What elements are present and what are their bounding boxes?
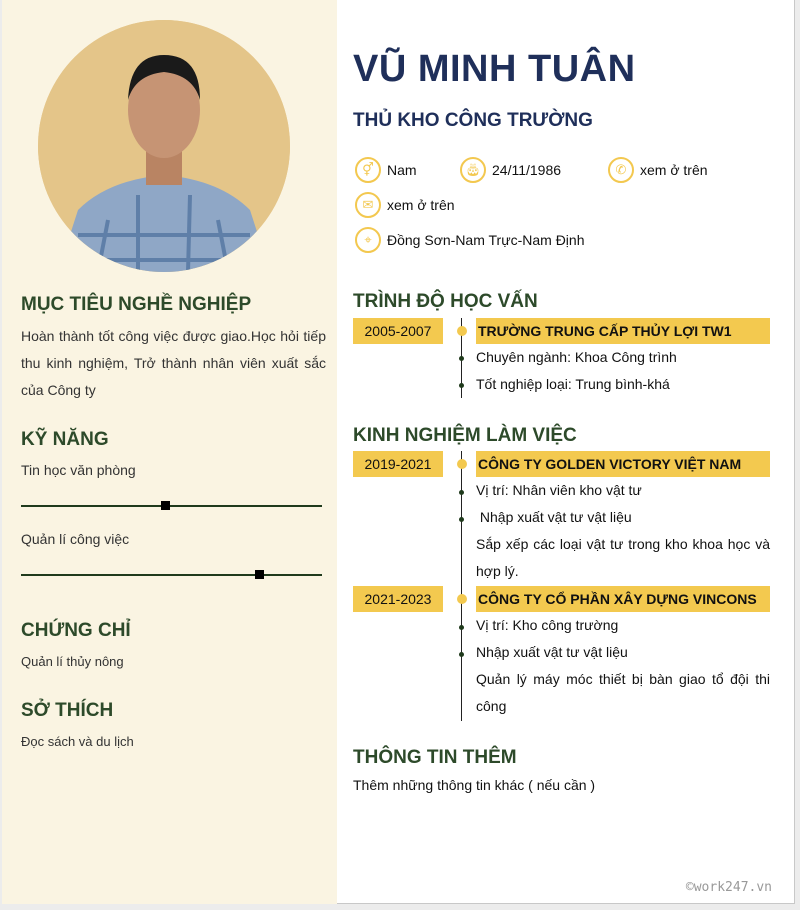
bullet-dot [459, 625, 464, 630]
bullet-dot [459, 490, 464, 495]
experience-detail: Sắp xếp các loại vật tư trong kho khoa học và hợp lý. [476, 536, 770, 579]
skill-name: Quản lí công việc [21, 531, 130, 547]
experience-company: CÔNG TY GOLDEN VICTORY VIỆT NAM [476, 451, 770, 477]
contact-phone [608, 157, 708, 183]
candidate-name: VŨ MINH TUÂN [353, 48, 636, 90]
bullet-dot [459, 356, 464, 361]
education-detail: Chuyên ngành: Khoa Công trình [476, 349, 677, 365]
education-heading: TRÌNH ĐỘ HỌC VẤN [353, 291, 538, 312]
experience-company: CÔNG TY CỔ PHẦN XÂY DỰNG VINCONS [476, 586, 770, 612]
contact-address [355, 227, 585, 253]
hobbies-heading: SỞ THÍCH [21, 700, 114, 721]
skill-level-marker [161, 501, 170, 510]
timeline-dot [457, 594, 467, 604]
education-years: 2005-2007 [353, 318, 443, 344]
watermark: ©work247.vn [685, 880, 772, 895]
contact-value: xem ở trên [387, 197, 455, 213]
extra-info-heading: THÔNG TIN THÊM [353, 747, 517, 768]
education-detail: Tốt nghiệp loại: Trung bình-khá [476, 376, 670, 392]
bullet-dot [459, 517, 464, 522]
experience-detail: Vị trí: Kho công trường [476, 617, 619, 633]
certificates-heading: CHỨNG CHỈ [21, 620, 131, 641]
contact-gender [355, 157, 417, 183]
phone-icon: ✆ [608, 157, 634, 183]
gender-icon: ⚥ [355, 157, 381, 183]
map-location-icon: ⌖ [355, 227, 381, 253]
skills-heading: KỸ NĂNG [21, 429, 109, 450]
cv-page [2, 0, 795, 904]
contact-value: Nam [387, 162, 417, 178]
skill-level-bar [21, 505, 322, 507]
education-school: TRƯỜNG TRUNG CẤP THỦY LỢI TW1 [476, 318, 770, 344]
experience-detail: Nhập xuất vật tư vật liệu [476, 644, 628, 660]
experience-detail: Quản lý máy móc thiết bị bàn giao tổ đội thi công [476, 671, 770, 714]
skill-level-marker [255, 570, 264, 579]
contact-birthday [460, 157, 561, 183]
objective-text: Hoàn thành tốt công việc được giao.Học hỏi tiếp thu kinh nghiệm, Trở thành nhân viên xuất sắc của Công ty [21, 328, 326, 398]
experience-heading: KINH NGHIỆM LÀM VIỆC [353, 425, 577, 446]
skill-name: Tin học văn phòng [21, 462, 136, 478]
contact-value: Đồng Sơn-Nam Trực-Nam Định [387, 232, 585, 248]
bullet-dot [459, 652, 464, 657]
bullet-dot [459, 383, 464, 388]
email-icon: ✉ [355, 192, 381, 218]
skill-level-bar [21, 574, 322, 576]
birthday-cake-icon: 🎂︎ [460, 157, 486, 183]
certificates-text: Quản lí thủy nông [21, 654, 124, 669]
contact-email [355, 192, 455, 218]
timeline-dot [457, 326, 467, 336]
experience-years: 2021-2023 [353, 586, 443, 612]
hobbies-text: Đọc sách và du lịch [21, 734, 134, 749]
job-title: THỦ KHO CÔNG TRƯỜNG [353, 110, 593, 131]
experience-detail: Nhập xuất vật tư vật liệu [476, 509, 632, 525]
objective-heading: MỤC TIÊU NGHỀ NGHIỆP [21, 294, 252, 315]
contact-value: xem ở trên [640, 162, 708, 178]
contact-value: 24/11/1986 [492, 162, 562, 178]
experience-years: 2019-2021 [353, 451, 443, 477]
timeline-dot [457, 459, 467, 469]
profile-photo [38, 20, 290, 272]
extra-info-text: Thêm những thông tin khác ( nếu cần ) [353, 777, 596, 793]
sidebar [2, 0, 337, 904]
experience-detail: Vị trí: Nhân viên kho vật tư [476, 482, 642, 498]
